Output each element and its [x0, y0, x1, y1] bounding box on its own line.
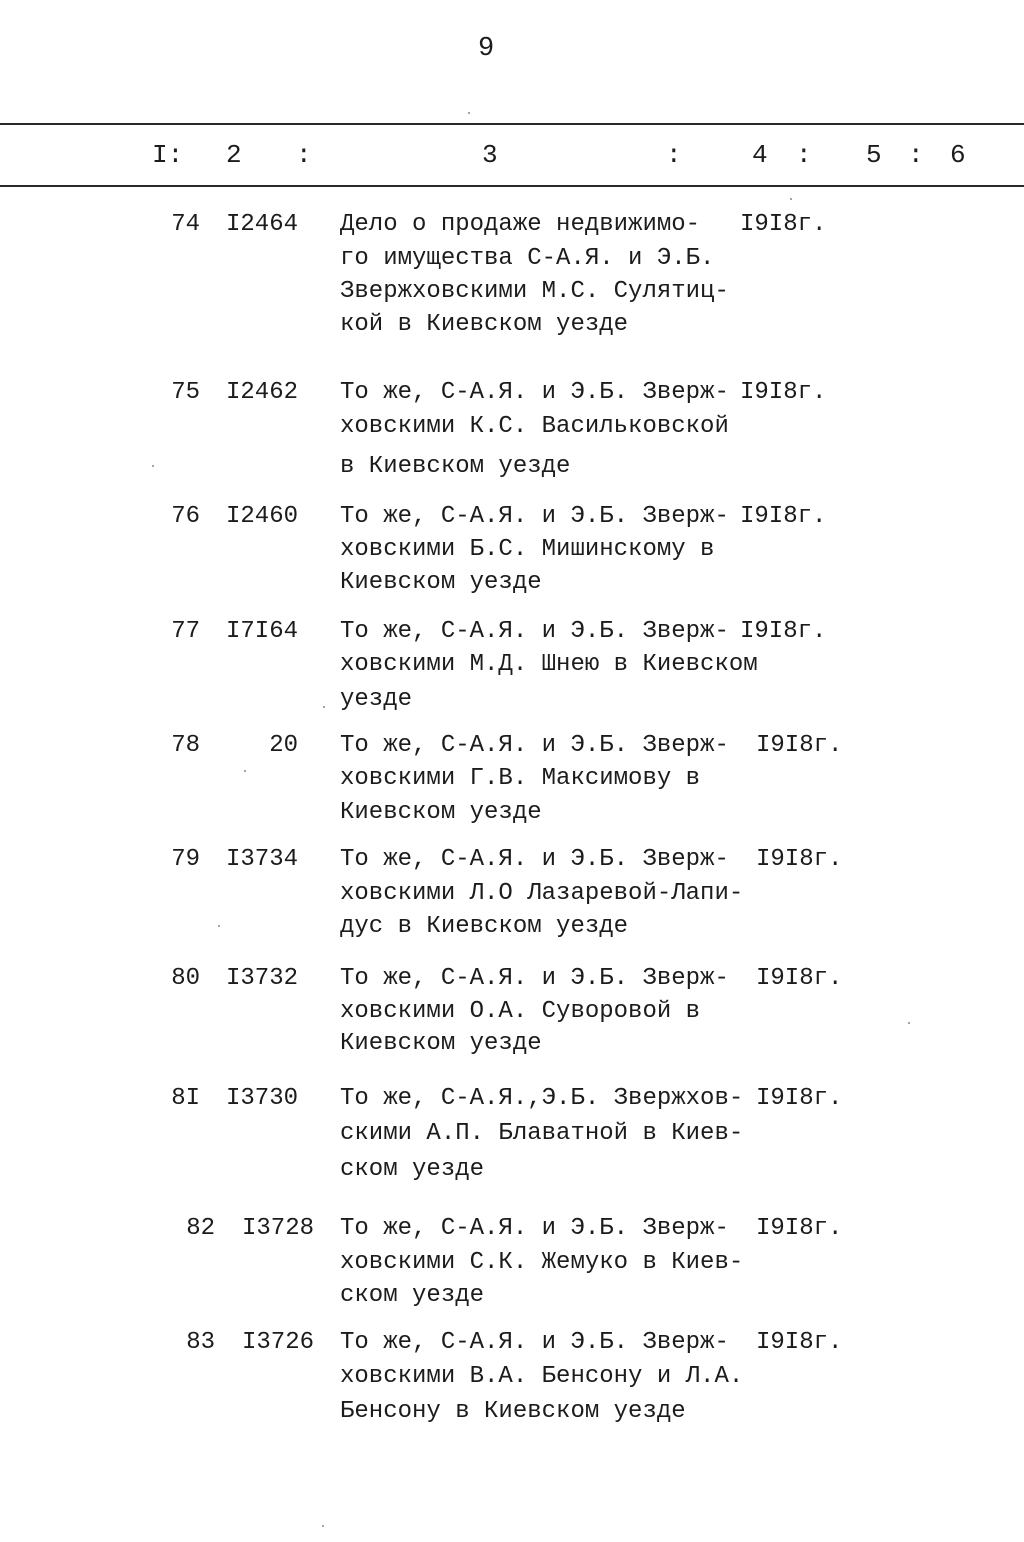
item-number: 74 [171, 211, 200, 238]
item-description [340, 962, 760, 1061]
scan-speck [908, 1022, 910, 1024]
description-line: скими А.П. Блаватной в Киев- [340, 1120, 744, 1147]
description-line: Киевском уезде [340, 569, 542, 596]
scan-speck [468, 112, 470, 114]
description-line: ском уезде [340, 1156, 485, 1183]
item-date: I9I8г. [756, 846, 843, 873]
item-description [340, 1082, 760, 1187]
description-line: То же, С-А.Я. и Э.Б. Зверж- [340, 379, 729, 406]
description-line: кой в Киевском уезде [340, 311, 629, 338]
scan-speck [322, 1525, 324, 1527]
header-sep-1: : [296, 140, 312, 170]
item-date: I9I8г. [756, 1085, 843, 1112]
header-sep-3: : [796, 140, 812, 170]
item-number: 77 [171, 618, 200, 645]
description-line: уезде [340, 686, 413, 713]
scan-speck [790, 198, 792, 200]
description-line: ховскими Г.В. Максимову в [340, 765, 701, 792]
description-line: То же, С-А.Я. и Э.Б. Зверж- [340, 1215, 729, 1242]
item-code: 20 [269, 732, 298, 759]
description-line: дус в Киевском уезде [340, 913, 629, 940]
item-number: 78 [171, 732, 200, 759]
description-line: Бенсону в Киевском уезде [340, 1398, 686, 1425]
header-sep-4: : [908, 140, 924, 170]
item-number: 80 [171, 965, 200, 992]
item-description [340, 1212, 760, 1313]
item-code: I2462 [225, 379, 298, 406]
item-date: I9I8г. [740, 503, 827, 530]
item-code: I7I64 [225, 618, 298, 645]
page-number: 9 [478, 34, 495, 64]
item-date: I9I8г. [740, 211, 827, 238]
description-line: ховскими О.А. Суворовой в [340, 998, 701, 1025]
item-date: I9I8г. [756, 1215, 843, 1242]
item-number: 83 [186, 1329, 215, 1356]
item-description [340, 500, 760, 600]
description-line: То же, С-А.Я. и Э.Б. Зверж- [340, 618, 729, 645]
item-description [340, 208, 760, 342]
description-line: ховскими К.С. Васильковской [340, 413, 729, 440]
scan-speck [218, 925, 220, 927]
item-description [340, 1326, 760, 1429]
description-line: Киевском уезде [340, 799, 542, 826]
description-line: То же, С-А.Я. и Э.Б. Зверж- [340, 846, 729, 873]
header-col-2: 2 [226, 140, 242, 170]
scan-speck [244, 770, 246, 772]
description-line: ховскими Л.О Лазаревой-Лапи- [340, 880, 744, 907]
description-line: То же, С-А.Я.,Э.Б. Звержхов- [340, 1085, 744, 1112]
item-date: I9I8г. [756, 965, 843, 992]
item-number: 79 [171, 846, 200, 873]
item-description [340, 729, 760, 830]
item-code: I2464 [225, 211, 298, 238]
description-line: То же, С-А.Я. и Э.Б. Зверж- [340, 503, 729, 530]
header-sep-2: : [666, 140, 682, 170]
item-code: I3730 [225, 1085, 298, 1112]
item-description [340, 615, 760, 717]
description-line: Киевском уезде [340, 1030, 542, 1057]
header-rule-top [0, 123, 1024, 125]
header-col-1: I: [152, 140, 184, 170]
description-line: То же, С-А.Я. и Э.Б. Зверж- [340, 965, 729, 992]
description-line: ховскими М.Д. Шнею в Киевском [340, 651, 758, 678]
description-line: го имущества С-А.Я. и Э.Б. [340, 245, 715, 272]
item-number: 82 [186, 1215, 215, 1242]
item-code: I3732 [225, 965, 298, 992]
item-date: I9I8г. [756, 1329, 843, 1356]
header-col-6: 6 [950, 140, 966, 170]
description-line: в Киевском уезде [340, 453, 571, 480]
description-line: Звержховскими М.С. Сулятиц- [340, 278, 729, 305]
item-number: 75 [171, 379, 200, 406]
item-code: I3726 [241, 1329, 314, 1356]
scan-speck [323, 706, 325, 708]
item-code: I3734 [225, 846, 298, 873]
description-line: То же, С-А.Я. и Э.Б. Зверж- [340, 732, 729, 759]
item-description [340, 376, 760, 484]
header-col-5: 5 [866, 140, 882, 170]
description-line: ховскими С.К. Жемуко в Киев- [340, 1249, 744, 1276]
scan-speck [152, 465, 154, 467]
description-line: ховскими В.А. Бенсону и Л.А. [340, 1363, 744, 1390]
description-line: То же, С-А.Я. и Э.Б. Зверж- [340, 1329, 729, 1356]
item-number: 8I [171, 1085, 200, 1112]
header-col-4: 4 [752, 140, 768, 170]
header-col-3: 3 [482, 140, 498, 170]
item-date: I9I8г. [740, 379, 827, 406]
item-date: I9I8г. [740, 618, 827, 645]
description-line: ховскими Б.С. Мишинскому в [340, 536, 715, 563]
item-description [340, 843, 760, 944]
item-code: I3728 [241, 1215, 314, 1242]
description-line: Дело о продаже недвижимо- [340, 211, 701, 238]
description-line: ском уезде [340, 1282, 485, 1309]
header-rule-bottom [0, 185, 1024, 187]
item-date: I9I8г. [756, 732, 843, 759]
item-code: I2460 [225, 503, 298, 530]
item-number: 76 [171, 503, 200, 530]
